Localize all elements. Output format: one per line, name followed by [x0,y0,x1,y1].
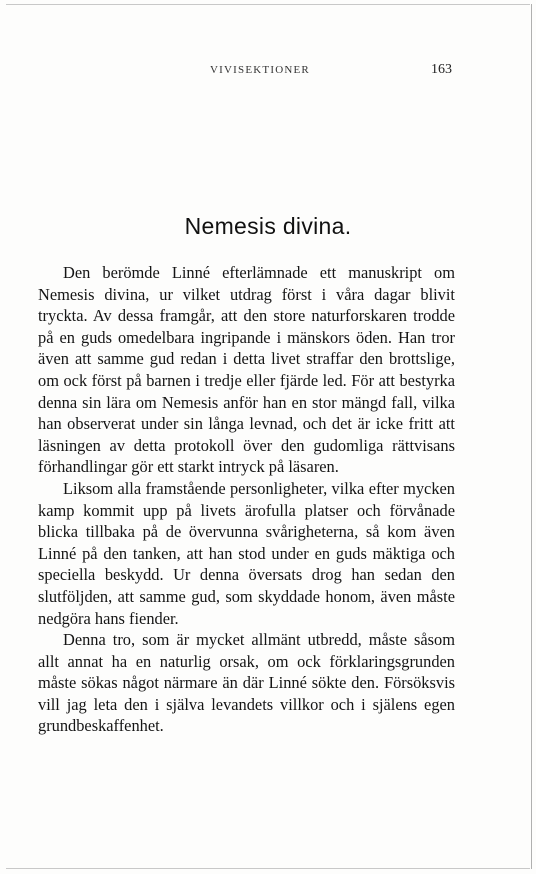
top-page-edge [6,4,530,5]
paragraph-1: Den berömde Linné efterlämnade ett manuskript om Nemesis divina, ur vilket utdrag först i våra dagar blivit tryckta. Av dessa framgår, att den store naturforskaren trodde på en guds omedelbara ingripande i mänskors öden. Han tror även att samme gud redan i detta livet straffar den brottslige, om ock först på barnen i tredje eller fjärde led. För att bestyrka denna sin lära om Nemesis anför han en stor mängd fall, vilka han observerat under sin långa levnad, och det är icke fritt att läsningen av detta protokoll över den gudomliga rättvisans förhandlingar gör ett starkt intryck på läsaren. [38,263,455,477]
running-title: VIVISEKTIONER [210,64,310,76]
paragraph-2: Liksom alla framstående personligheter, vilka efter mycken kamp kommit upp på livets ärofulla platser och förvånade blicka tillbaka på de övervunna svårigheterna, så kom även Linné på den tanken, att han stod under en guds mäktiga och speciella beskydd. Ur denna översats drog han sedan den slutföljden, att samme gud, som skyddade honom, även måste nedgöra hans fiender. [38,478,455,628]
right-page-edge [531,4,532,869]
page-number: 163 [431,62,452,77]
bottom-page-edge [6,868,530,869]
paragraph-3: Denna tro, som är mycket allmänt utbredd, måste såsom allt annat ha en naturlig orsak, om ock förklaringsgrunden måste sökas något närmare än där Linné sökte den. Försöksvis vill jag leta den i själva levandets villkor och i själens egen grundbeskaffenhet. [38,630,455,736]
chapter-title: Nemesis divina. [184,213,352,239]
running-header [0,61,536,81]
body-text [38,262,455,737]
